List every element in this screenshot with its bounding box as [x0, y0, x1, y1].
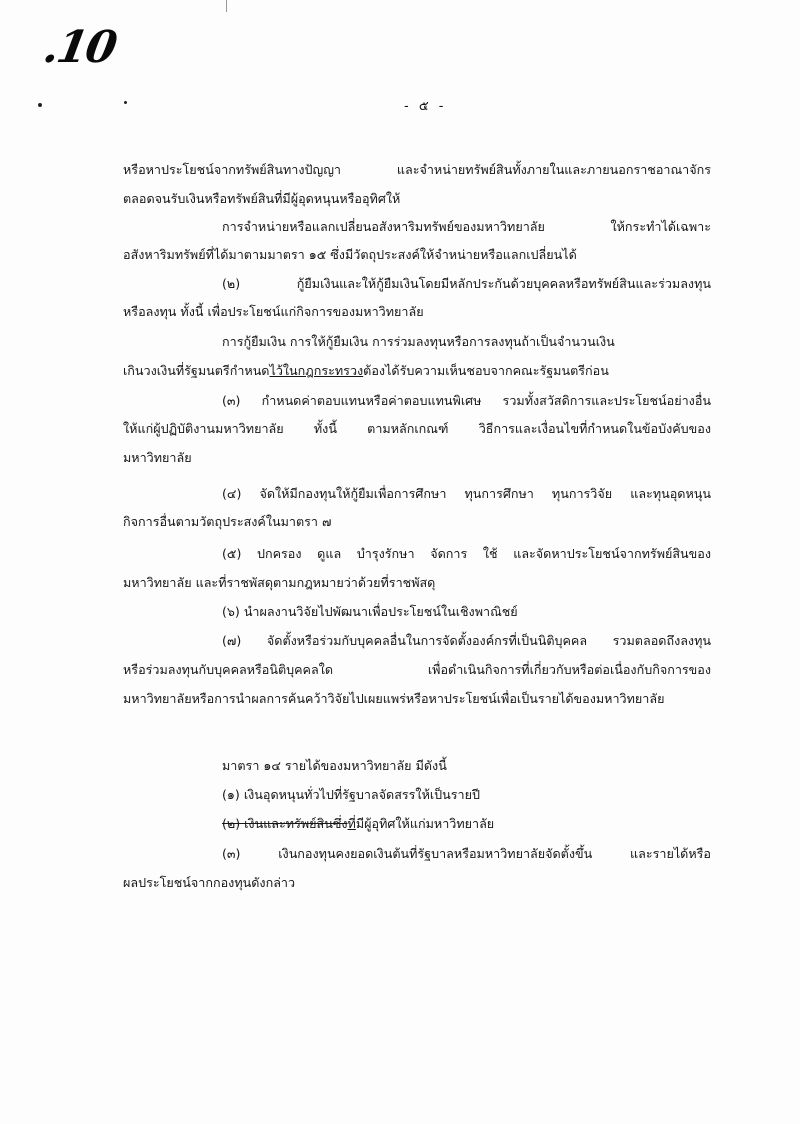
line-text: (๒) เงินและทรัพย์สินซึ่ง — [222, 816, 348, 831]
underlined-insertion: ที่ — [347, 816, 356, 831]
section-14-heading: มาตรา ๑๔ รายได้ของมหาวิทยาลัย มีดังนี้ — [222, 758, 447, 773]
body-line: หรือลงทุน ทั้งนี้ เพื่อประโยชน์แก่กิจการของมหาวิทยาลัย — [123, 304, 424, 319]
scan-artifact-line — [226, 0, 227, 12]
body-line: (๕) ปกครอง ดูแล บำรุงรักษา จัดการ ใช้ และจัดหาประโยชน์จากทรัพย์สินของ — [222, 546, 711, 561]
section-14-item-1: (๑) เงินอุดหนุนทั่วไปที่รัฐบาลจัดสรรให้เป็นรายปี — [222, 787, 480, 802]
line-text: ต้องได้รับความเห็นชอบจากคณะรัฐมนตรีก่อน — [363, 363, 609, 378]
body-line: การกู้ยืมเงิน การให้กู้ยืมเงิน การร่วมลงทุนหรือการลงทุนถ้าเป็นจำนวนเงิน — [222, 334, 615, 349]
line-text: มีผู้อุทิศให้แก่มหาวิทยาลัย — [355, 816, 495, 831]
section-14-item-3-continued: ผลประโยชน์จากกองทุนดังกล่าว — [123, 875, 296, 890]
body-line: มหาวิทยาลัย และที่ราชพัสดุตามกฎหมายว่าด้วยที่ราชพัสดุ — [123, 575, 436, 590]
section-14-item-3: (๓) เงินกองทุนคงยอดเงินต้นที่รัฐบาลหรือมหาวิทยาลัยจัดตั้งขึ้น และรายได้หรือ — [222, 846, 711, 861]
body-line: มหาวิทยาลัยหรือการนำผลการค้นคว้าวิจัยไปเผยแพร่หรือหาประโยชน์เพื่อเป็นรายได้ของมหาวิทยาลัย — [123, 691, 665, 706]
underlined-insertion: ไว้ในกฎกระทรวง — [269, 363, 364, 378]
body-line: ให้แก่ผู้ปฏิบัติงานมหาวิทยาลัย ทั้งนี้ ตามหลักเกณฑ์ วิธีการและเงื่อนไขที่กำหนดในข้อบังคับของ — [123, 421, 711, 436]
handwritten-page-mark: .10 — [39, 22, 120, 73]
body-line: มหาวิทยาลัย — [123, 450, 192, 465]
body-line: (๗) จัดตั้งหรือร่วมกับบุคคลอื่นในการจัดตั้งองค์กรที่เป็นนิติบุคคล รวมตลอดถึงลงทุน — [222, 633, 711, 648]
page-number: - ๕ - — [404, 99, 447, 114]
body-line: กิจการอื่นตามวัตถุประสงค์ในมาตรา ๗ — [123, 514, 332, 529]
handwritten-dot — [38, 103, 42, 107]
section-14-item-2 — [222, 815, 494, 833]
body-line: หรือร่วมลงทุนกับบุคคลหรือนิติบุคคลใด เพื่อดำเนินกิจการที่เกี่ยวกับหรือต่อเนื่องกับกิจการของ — [123, 662, 711, 677]
body-line: การจำหน่ายหรือแลกเปลี่ยนอสังหาริมทรัพย์ของมหาวิทยาลัย ให้กระทำได้เฉพาะ — [222, 219, 711, 234]
handwritten-dot — [124, 101, 127, 104]
body-line: (๖) นำผลงานวิจัยไปพัฒนาเพื่อประโยชน์ในเชิงพาณิชย์ — [222, 604, 518, 619]
body-line: (๓) กำหนดค่าตอบแทนหรือค่าตอบแทนพิเศษ รวมทั้งสวัสดิการและประโยชน์อย่างอื่น — [222, 393, 711, 408]
body-line: (๒) กู้ยืมเงินและให้กู้ยืมเงินโดยมีหลักประกันด้วยบุคคลหรือทรัพย์สินและร่วมลงทุน — [222, 276, 711, 291]
body-line: อสังหาริมทรัพย์ที่ได้มาตามมาตรา ๑๕ ซึ่งมีวัตถุประสงค์ให้จำหน่ายหรือแลกเปลี่ยนได้ — [123, 247, 577, 262]
body-line: (๔) จัดให้มีกองทุนให้กู้ยืมเพื่อการศึกษา ทุนการศึกษา ทุนการวิจัย และทุนอุดหนุน — [222, 486, 711, 501]
line-text: เกินวงเงินที่รัฐมนตรีกำหนด — [123, 363, 270, 378]
body-line-with-correction — [123, 362, 609, 380]
body-line: หรือหาประโยชน์จากทรัพย์สินทางปัญญา และจำหน่ายทรัพย์สินทั้งภายในและภายนอกราชอาณาจักร — [123, 162, 711, 177]
body-line: ตลอดจนรับเงินหรือทรัพย์สินที่มีผู้อุดหนุนหรืออุทิศให้ — [123, 191, 401, 206]
